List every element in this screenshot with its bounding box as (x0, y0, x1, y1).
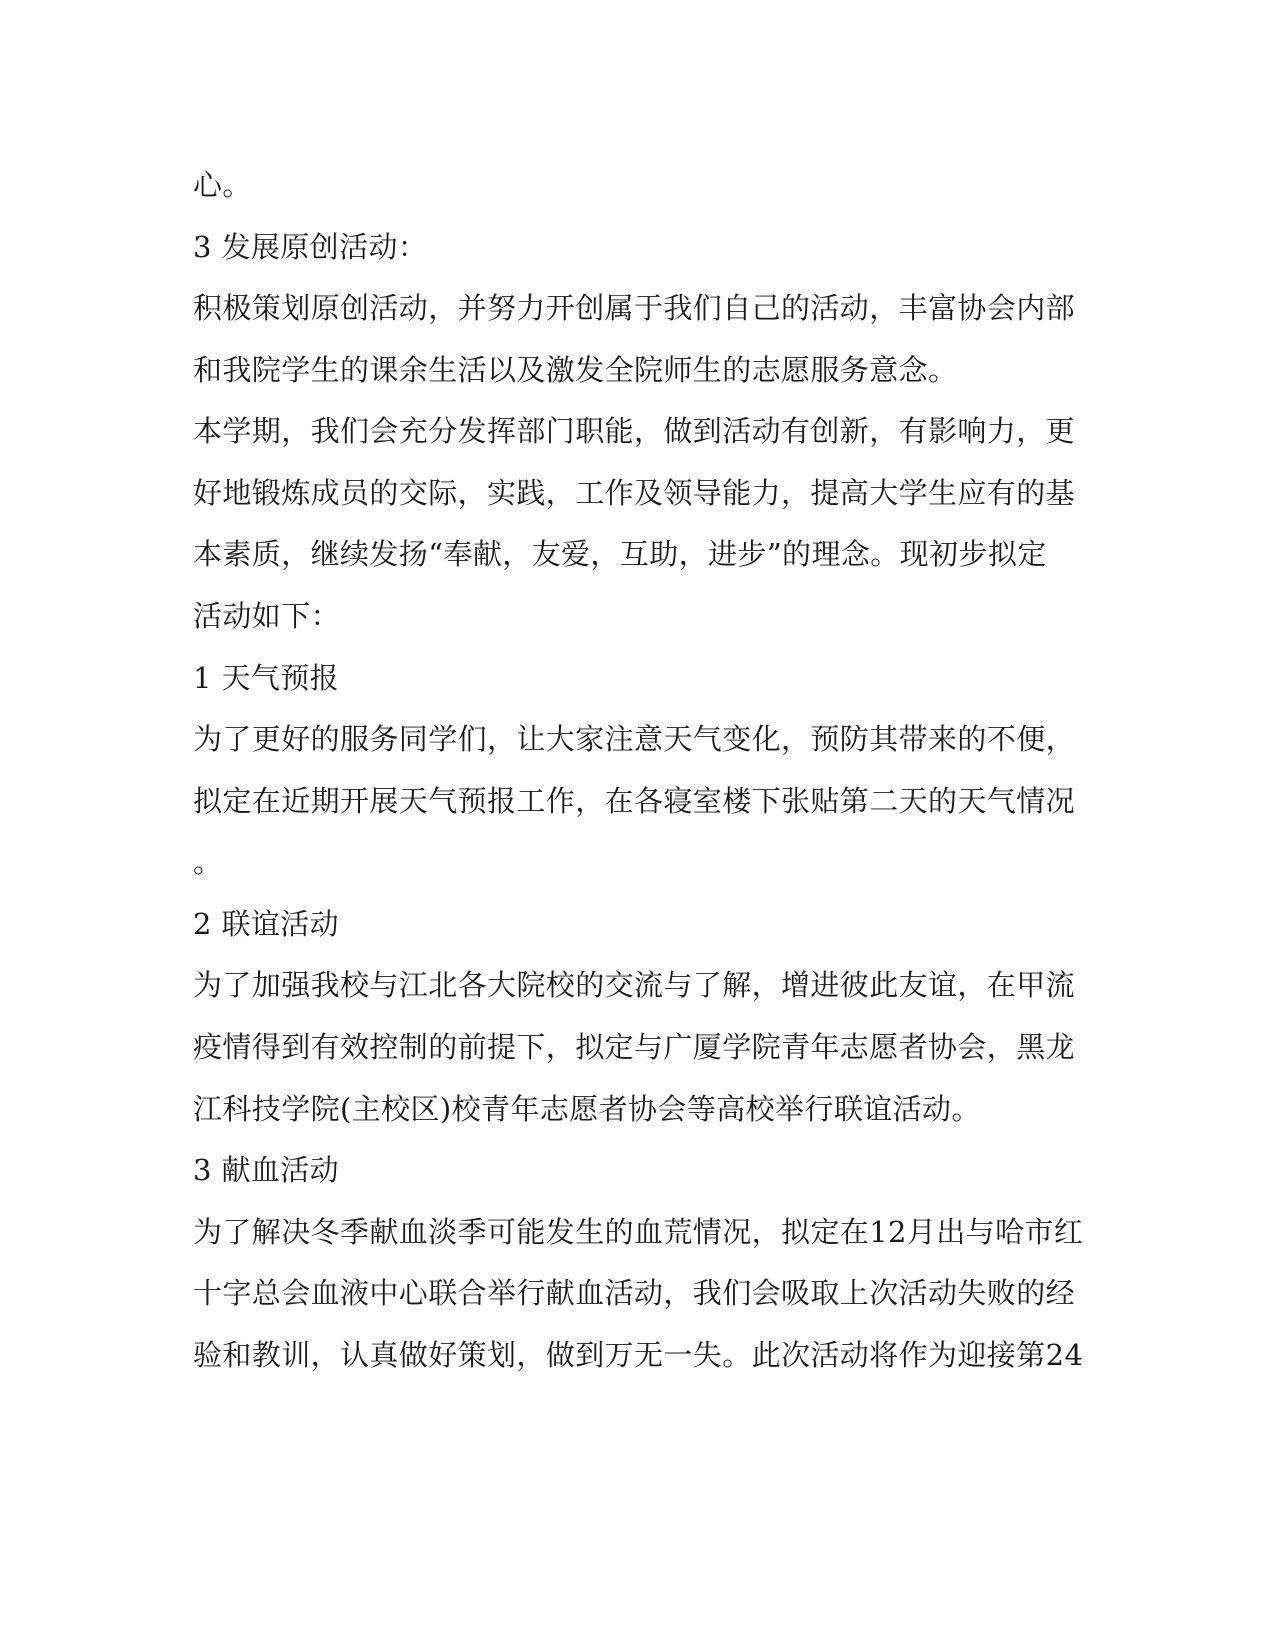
text-line: 十字总会血液中心联合举行献血活动，我们会吸取上次活动失败的经 (193, 1276, 1076, 1310)
text-line: 好地锻炼成员的交际，实践，工作及领导能力，提高大学生应有的基 (193, 476, 1076, 510)
text-line: 本素质，继续发扬“奉献，友爱，互助，进步”的理念。现初步拟定 (193, 537, 1047, 571)
section-heading: 1 天气预报 (193, 661, 340, 695)
text-line: 江科技学院(主校区)校青年志愿者协会等高校举行联谊活动。 (193, 1092, 981, 1126)
section-heading: 2 联谊活动 (193, 907, 340, 941)
text-line: 为了解决冬季献血淡季可能发生的血荒情况，拟定在12月出与哈市红 (193, 1215, 1084, 1249)
section-heading: 3 发展原创活动： (193, 230, 428, 264)
text-line: 为了更好的服务同学们，让大家注意天气变化，预防其带来的不便， (193, 722, 1076, 756)
text-line: 验和教训，认真做好策划，做到万无一失。此次活动将作为迎接第24 (193, 1338, 1084, 1372)
text-line: 疫情得到有效控制的前提下，拟定与广厦学院青年志愿者协会，黑龙 (193, 1030, 1076, 1064)
text-line: 本学期，我们会充分发挥部门职能，做到活动有创新，有影响力，更 (193, 414, 1076, 448)
text-line: 心。 (193, 168, 252, 202)
text-line: 拟定在近期开展天气预报工作，在各寝室楼下张贴第二天的天气情况 (193, 784, 1076, 818)
text-line: 。 (193, 845, 223, 879)
section-heading: 3 献血活动 (193, 1153, 340, 1187)
text-line: 活动如下： (193, 599, 341, 633)
text-line: 积极策划原创活动，并努力开创属于我们自己的活动，丰富协会内部 (193, 291, 1076, 325)
text-line: 为了加强我校与江北各大院校的交流与了解，增进彼此友谊，在甲流 (193, 968, 1076, 1002)
text-line: 和我院学生的课余生活以及激发全院师生的志愿服务意念。 (193, 353, 958, 387)
